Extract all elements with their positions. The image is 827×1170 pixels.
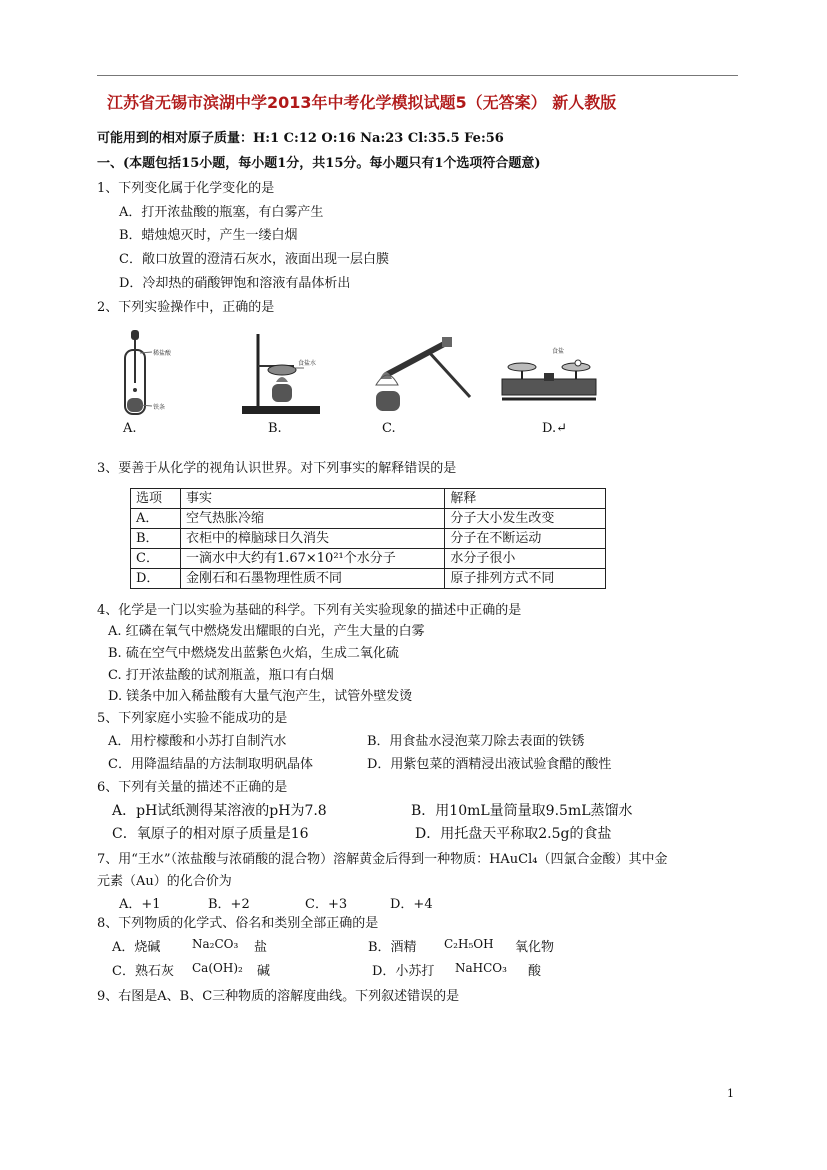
q6-option-b: B．用10mL量筒量取9.5mL蒸馏水 [411,803,633,819]
q8-option-b-name: B．酒精 [368,940,417,955]
q8-option-c-category: 碱 [257,964,271,979]
table-cell: 分子大小发生改变 [445,509,606,529]
q5-option-c: C．用降温结晶的方法制取明矾晶体 [108,757,313,772]
table-cell: 原子排列方式不同 [445,569,606,589]
q8-option-a-formula: Na₂CO₃ [192,937,239,951]
q6-option-a: A．pH试纸测得某溶液的pH为7.8 [112,803,327,819]
question-8-stem: 8、下列物质的化学式、俗名和类别全部正确的是 [97,916,379,931]
question-7-stem-line-1: 7、用“王水”（浓盐酸与浓硝酸的混合物）溶解黄金后得到一种物质：HAuCl₄（四氯合金酸）其中金 [97,852,668,867]
q8-option-b-formula: C₂H₅OH [444,937,494,951]
question-7-stem-line-2: 元素（Au）的化合价为 [97,874,232,889]
table-cell: 分子在不断运动 [445,529,606,549]
q4-option-d: D. 镁条中加入稀盐酸有大量气泡产生，试管外壁发烫 [108,689,413,704]
table-cell: 金刚石和石墨物理性质不同 [180,569,444,589]
figure-d-illustration [494,345,604,405]
q7-option-c: C．+3 [305,897,348,912]
q8-option-a-category: 盐 [254,940,268,955]
table-header-cell: 解释 [445,489,606,509]
table-cell: C． [131,549,181,569]
table-cell: 空气热胀冷缩 [180,509,444,529]
q4-option-a: A. 红磷在氧气中燃烧发出耀眼的白光，产生大量的白雾 [108,624,425,639]
question-6-stem: 6、下列有关量的描述不正确的是 [97,780,288,795]
question-4-stem: 4、化学是一门以实验为基础的科学。下列有关实验现象的描述中正确的是 [97,603,522,618]
question-2-stem: 2、下列实验操作中，正确的是 [97,300,275,315]
q1-option-c: C．敞口放置的澄清石灰水，液面出现一层白膜 [119,252,389,267]
atomic-masses: 可能用到的相对原子质量：H:1 C:12 O:16 Na:23 Cl:35.5 Fe:56 [97,131,504,146]
figure-label-b: B. [268,421,282,436]
table-cell: 衣柜中的樟脑球日久消失 [180,529,444,549]
figure-label-a: A. [123,421,137,436]
q5-option-d: D．用紫包菜的酒精浸出液试验食醋的酸性 [367,757,612,772]
table-row [131,509,606,529]
table-row [131,549,606,569]
table-cell: A． [131,509,181,529]
page-title: 江苏省无锡市滨湖中学2013年中考化学模拟试题5（无答案） 新人教版 [107,93,617,112]
question-1-stem: 1、下列变化属于化学变化的是 [97,181,275,196]
label-iron-strip: 铁条 [153,404,166,411]
figure-label-c: C. [382,421,396,436]
q8-option-b-category: 氧化物 [515,940,555,955]
label-salt-water: 食盐水 [298,360,317,367]
section-heading: 一、(本题包括15小题，每小题1分，共15分。每小题只有1个选项符合题意) [97,156,541,171]
label-table-salt: 食盐 [552,348,565,355]
q6-option-d: D．用托盘天平称取2.5g的食盐 [415,826,612,842]
q8-option-d-name: D．小苏打 [372,964,435,979]
question-5-stem: 5、下列家庭小实验不能成功的是 [97,711,288,726]
label-dilute-hcl: 稀盐酸 [153,350,172,357]
table-header-cell: 事实 [180,489,444,509]
q7-option-b: B．+2 [208,897,250,912]
q5-option-a: A．用柠檬酸和小苏打自制汽水 [108,734,287,749]
figure-a-illustration [112,328,182,420]
table-cell: B． [131,529,181,549]
question-9-stem: 9、右图是A、B、C三种物质的溶解度曲线。下列叙述错误的是 [97,989,460,1004]
q1-option-b: B．蜡烛熄灭时，产生一缕白烟 [119,228,298,243]
table-cell: 一滴水中大约有1.67×10²¹个水分子 [180,549,444,569]
q8-option-c-name: C．熟石灰 [112,964,174,979]
figure-label-d: D.↵ [542,421,567,436]
q5-option-b: B．用食盐水浸泡菜刀除去表面的铁锈 [367,734,585,749]
table-row [131,569,606,589]
page-number: 1 [727,1087,734,1100]
q6-option-c: C．氧原子的相对原子质量是16 [112,826,309,842]
figure-c-illustration [366,335,476,420]
q4-option-c: C. 打开浓盐酸的试剂瓶盖，瓶口有白烟 [108,668,334,683]
q4-option-b: B. 硫在空气中燃烧发出蓝紫色火焰，生成二氧化硫 [108,646,399,661]
table-cell: D． [131,569,181,589]
header-rule [97,75,738,76]
q8-option-c-formula: Ca(OH)₂ [192,961,243,975]
table-row [131,529,606,549]
q8-option-d-formula: NaHCO₃ [455,961,507,975]
q7-option-d: D．+4 [390,897,433,912]
facts-table [130,488,606,589]
q8-option-a-name: A．烧碱 [112,940,161,955]
q1-option-a: A．打开浓盐酸的瓶塞，有白雾产生 [119,205,324,220]
table-header-row [131,489,606,509]
q8-option-d-category: 酸 [528,964,542,979]
table-header-cell: 选项 [131,489,181,509]
table-cell: 水分子很小 [445,549,606,569]
q1-option-d: D．冷却热的硝酸钾饱和溶液有晶体析出 [119,276,351,291]
question-3-stem: 3、要善于从化学的视角认识世界。对下列事实的解释错误的是 [97,461,457,476]
figure-b-illustration [236,330,326,418]
q7-option-a: A．+1 [119,897,161,912]
